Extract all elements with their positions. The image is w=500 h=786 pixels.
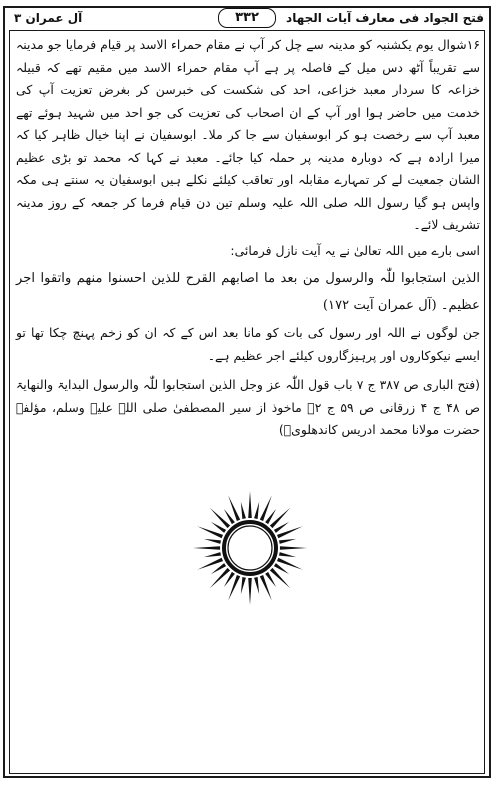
ornament-ray [279,539,296,544]
ornament-ray [254,577,259,594]
quran-verse [16,265,480,319]
book-title: فتح الجواد فی معارف آیات الجهاد [286,11,484,25]
paragraph-sources: (فتح الباری ص ۳۸۷ ج ۷ باب قول اللّٰہ عز وجل الذین استجابوا للّٰہ والرسول البدایۃ والنھایۃ ص ۴۸ ج ۴ زرقانی ص ۵۹ ج ۲۔ ماخوذ از سیر المصطفیٰ صلی اللہ علیہ وسلم، مؤلفہ حضرت مولانا محمد ادریس کاندھلویؒ) [16,377,480,437]
ornament-ray [279,552,296,557]
quran-verse-reference: (آل عمران آیت ۱۷۲) [322,298,437,313]
paragraph-battle-narrative: ۱۶شوال یوم یکشنبہ کو مدینہ سے چل کر آپ نے مقام حمراء الاسد پر قیام فرمایا جو مدینہ سے تقریباً آٹھ دس میل کے فاصلہ پر ہے آپ مقام حمراء الاسد میں مقیم تھے کہ قبیلہ خزاعہ کا سردار معبد خزاعی، احد کی شکست کی خبرسن کر بغرض تعزیت آپ کی خدمت میں حاضر ہوا اور آپ کے ان اصحاب کی تعزیت کی جو احد میں شہید ہوئے تھے معبد آپ سے رخصت ہو کر ابوسفیان سے جا کر ملا۔ ابوسفیان نے اپنا خیال ظاہر کیا کہ میرا ارادہ ہے کہ دوبارہ مدینہ پر حملہ کیا جائے۔ معبد نے کہا کہ محمد تو بڑی عظیم الشان جمعیت لے کر تمہارے مقابلہ اور تعاقب کیلئے نکلے ہیں ابوسفیان یہ سنتے ہی مکہ واپس ہو گیا رسول اللہ صلی اللہ علیہ وسلم تین دن قیام فرما کر جمعہ کے روز مدینہ تشریف لائے۔ [16,37,480,232]
ornament-ray [248,578,252,605]
page-content [16,34,480,445]
quran-verse-text: الذین استجابوا للّٰہ والرسول من بعد ما اصابھم القرح للذین احسنوا منھم واتقوا اجر عظیم۔ [16,271,480,313]
paragraph-translation: جن لوگوں نے اللہ اور رسول کی بات کو مانا بعد اس کے کہ ان کو زخم پہنچ چکا تھا تو ایسے نیکوکاروں اور پرہیزگاروں کیلئے اجر عظیم ہے۔ [16,325,480,363]
ornament-ray [210,508,230,528]
sun-ornament-icon [190,488,310,608]
paragraph-revelation-intro: اسی بارے میں اللہ تعالیٰ نے یہ آیت نازل فرمائی: [230,242,480,258]
ornament-ray [241,577,246,594]
ornament-ray [193,546,220,550]
ornament-ray [270,508,290,528]
surah-label: آل عمران ۳ [14,11,83,25]
ornament-ray [204,552,221,557]
ornament-ray [280,546,307,550]
ornament-ray [210,568,230,588]
ornament-ray [241,502,246,519]
ornament-ray [248,491,252,518]
ornament-ray [254,502,259,519]
ornament-ray [270,568,290,588]
page-header [6,8,490,28]
ornament-ray [204,539,221,544]
page-number: ۳۳۲ [218,8,276,28]
